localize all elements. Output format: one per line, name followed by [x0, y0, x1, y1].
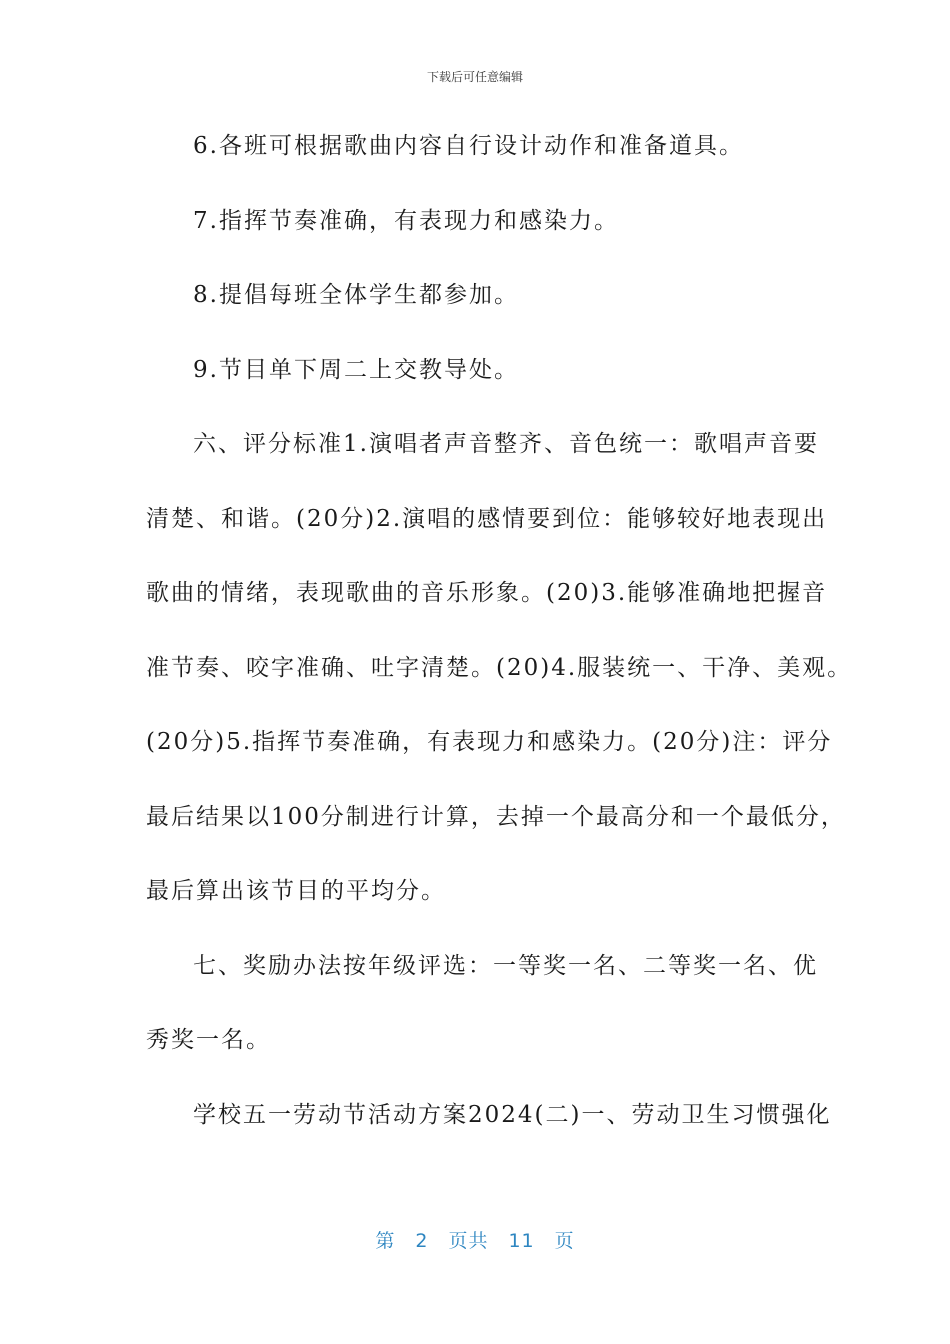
- paragraph-line: 六、评分标准1.演唱者声音整齐、音色统一：歌唱声音要: [193, 431, 819, 457]
- footer-suffix: 页: [554, 1230, 575, 1252]
- paragraph-line: 6.各班可根据歌曲内容自行设计动作和准备道具。: [193, 133, 744, 159]
- paragraph-line: 七、奖励办法按年级评选：一等奖一名、二等奖一名、优: [193, 952, 818, 979]
- footer-middle: 页共: [448, 1230, 489, 1252]
- paragraph-line: 学校五一劳动节活动方案2024(二)一、劳动卫生习惯强化: [193, 1101, 832, 1128]
- paragraph-line: 歌曲的情绪，表现歌曲的音乐形象。(20)3.能够准确地把握音: [146, 580, 828, 606]
- document-body: [146, 122, 853, 1165]
- paragraph-line: 7.指挥节奏准确，有表现力和感染力。: [193, 207, 619, 234]
- paragraph-line: 最后算出该节目的平均分。: [146, 878, 446, 904]
- current-page-number: 2: [415, 1230, 429, 1252]
- header-note: 下载后可任意编辑: [426, 70, 523, 84]
- total-page-number: 11: [508, 1230, 535, 1252]
- paragraph-line: 最后结果以100分制进行计算，去掉一个最高分和一个最低分，: [146, 803, 846, 830]
- page-footer: [0, 1226, 950, 1253]
- paragraph-line: 清楚、和谐。(20分)2.演唱的感情要到位：能够较好地表现出: [146, 505, 828, 532]
- footer-prefix: 第: [375, 1230, 396, 1252]
- paragraph-line: 准节奏、咬字准确、吐字清楚。(20)4.服装统一、干净、美观。: [146, 654, 853, 681]
- paragraph-line: 8.提倡每班全体学生都参加。: [193, 282, 519, 308]
- paragraph-line: (20分)5.指挥节奏准确，有表现力和感染力。(20分)注：评分: [146, 729, 833, 755]
- paragraph-line: 秀奖一名。: [146, 1027, 271, 1053]
- paragraph-line: 9.节目单下周二上交教导处。: [193, 356, 519, 383]
